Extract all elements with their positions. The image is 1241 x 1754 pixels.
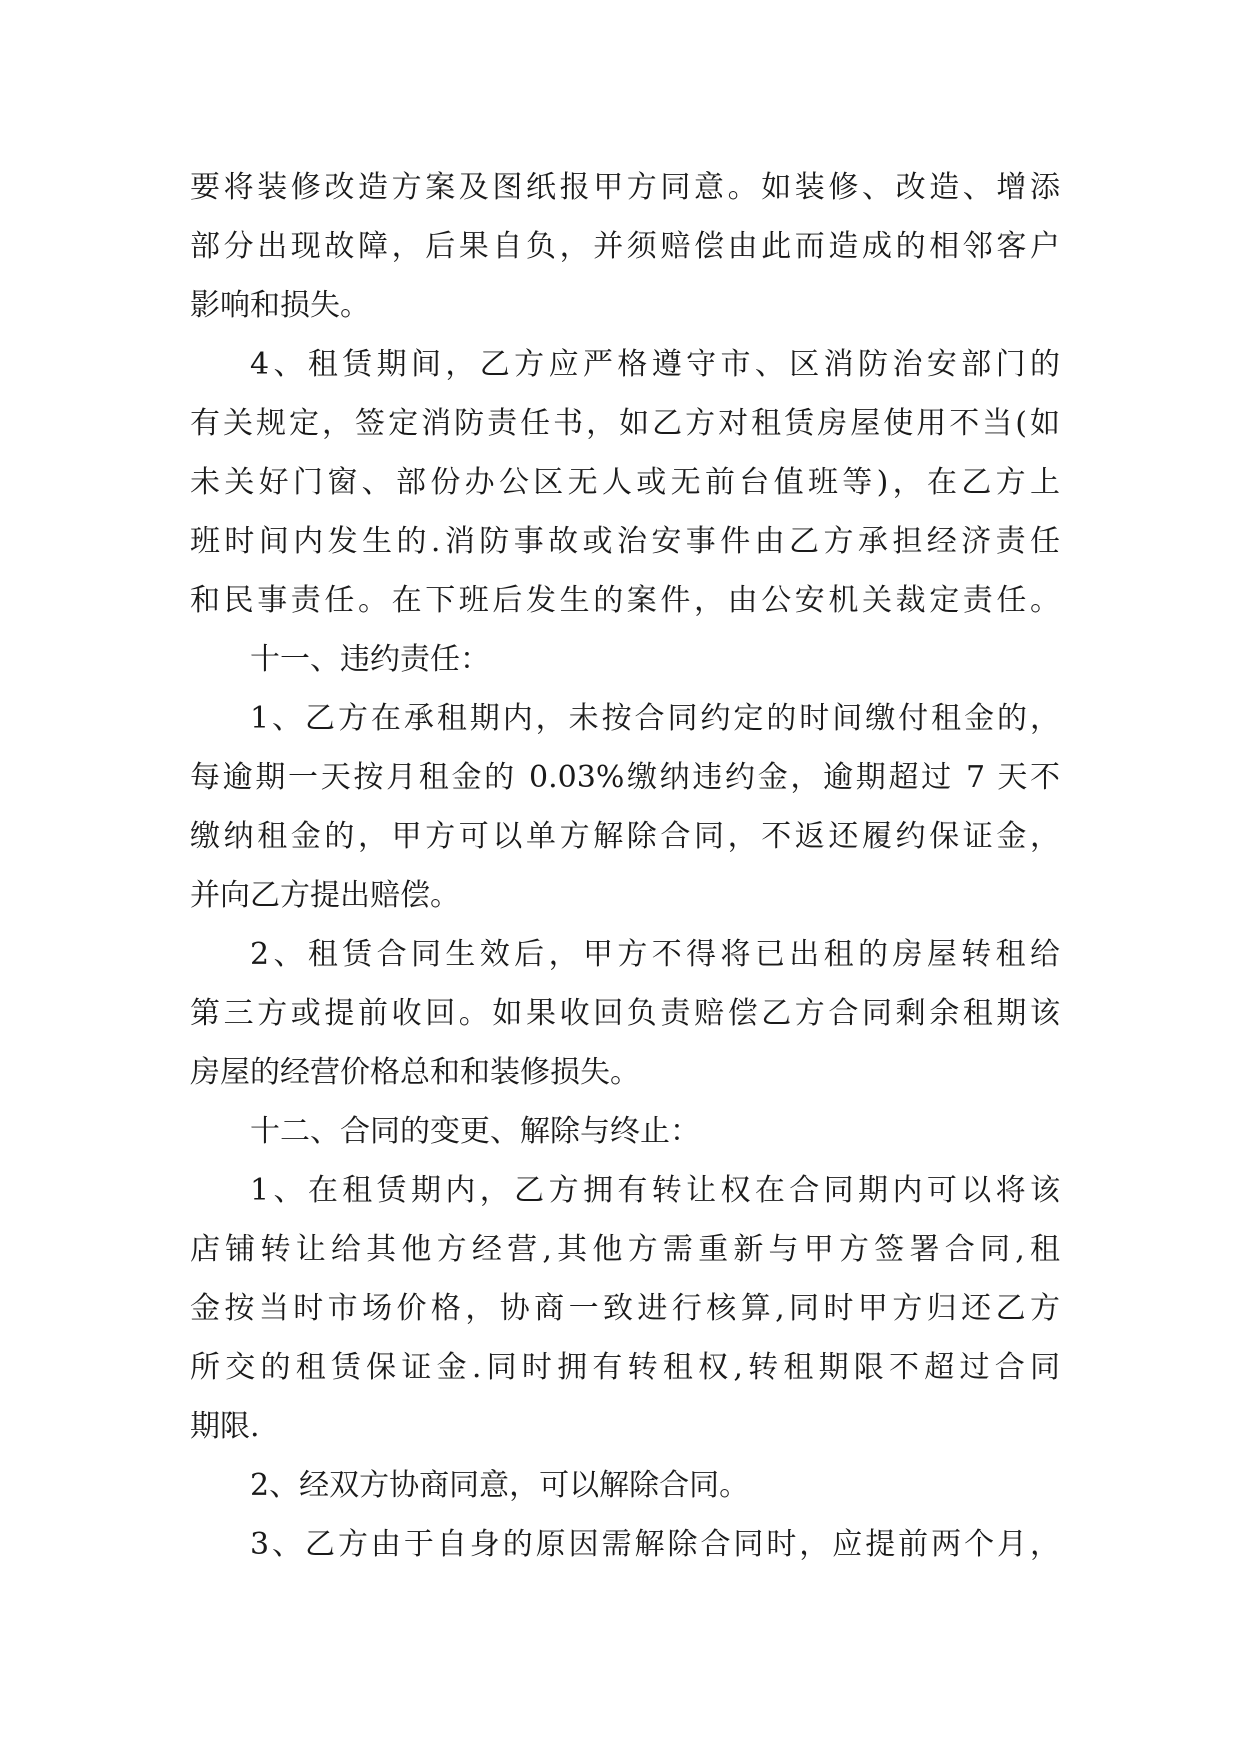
text-line: 有关规定，签定消防责任书，如乙方对租赁房屋使用不当(如 [190,406,1060,441]
text-line: 每逾期一天按月租金的 0.03%缴纳违约金，逾期超过 7 天不 [190,760,1060,795]
paragraph-start: 2、经双方协商同意，可以解除合同。 [250,1468,750,1503]
text-line: 未关好门窗、部份办公区无人或无前台值班等)，在乙方上 [190,465,1060,500]
text-line: 要将装修改造方案及图纸报甲方同意。如装修、改造、增添 [190,170,1060,205]
text-line: 缴纳租金的，甲方可以单方解除合同，不返还履约保证金， [190,819,1060,854]
document-body [190,158,1060,1574]
text-line: 房屋的经营价格总和和装修损失。 [190,1055,640,1090]
text-line: 店铺转让给其他方经营,其他方需重新与甲方签署合同,租 [190,1232,1060,1267]
paragraph-start: 2、租赁合同生效后，甲方不得将已出租的房屋转租给 [250,937,1060,972]
text-line: 和民事责任。在下班后发生的案件，由公安机关裁定责任。 [190,583,1060,618]
text-line: 并向乙方提出赔偿。 [190,878,460,913]
section-heading: 十一、违约责任： [250,642,490,677]
text-line: 期限. [190,1409,260,1444]
text-line: 所交的租赁保证金.同时拥有转租权,转租期限不超过合同 [190,1350,1060,1385]
text-line: 金按当时市场价格，协商一致进行核算,同时甲方归还乙方 [190,1291,1060,1326]
paragraph-start: 3、乙方由于自身的原因需解除合同时，应提前两个月， [250,1527,1060,1562]
paragraph-start: 1、乙方在承租期内，未按合同约定的时间缴付租金的， [250,701,1060,736]
section-heading: 十二、合同的变更、解除与终止： [250,1114,700,1149]
paragraph-start: 4、租赁期间，乙方应严格遵守市、区消防治安部门的 [250,347,1060,382]
text-line: 班时间内发生的.消防事故或治安事件由乙方承担经济责任 [190,524,1060,559]
text-line: 影响和损失。 [190,288,370,323]
paragraph-start: 1、在租赁期内，乙方拥有转让权在合同期内可以将该 [250,1173,1060,1208]
text-line: 第三方或提前收回。如果收回负责赔偿乙方合同剩余租期该 [190,996,1060,1031]
text-line: 部分出现故障，后果自负，并须赔偿由此而造成的相邻客户 [190,229,1060,264]
